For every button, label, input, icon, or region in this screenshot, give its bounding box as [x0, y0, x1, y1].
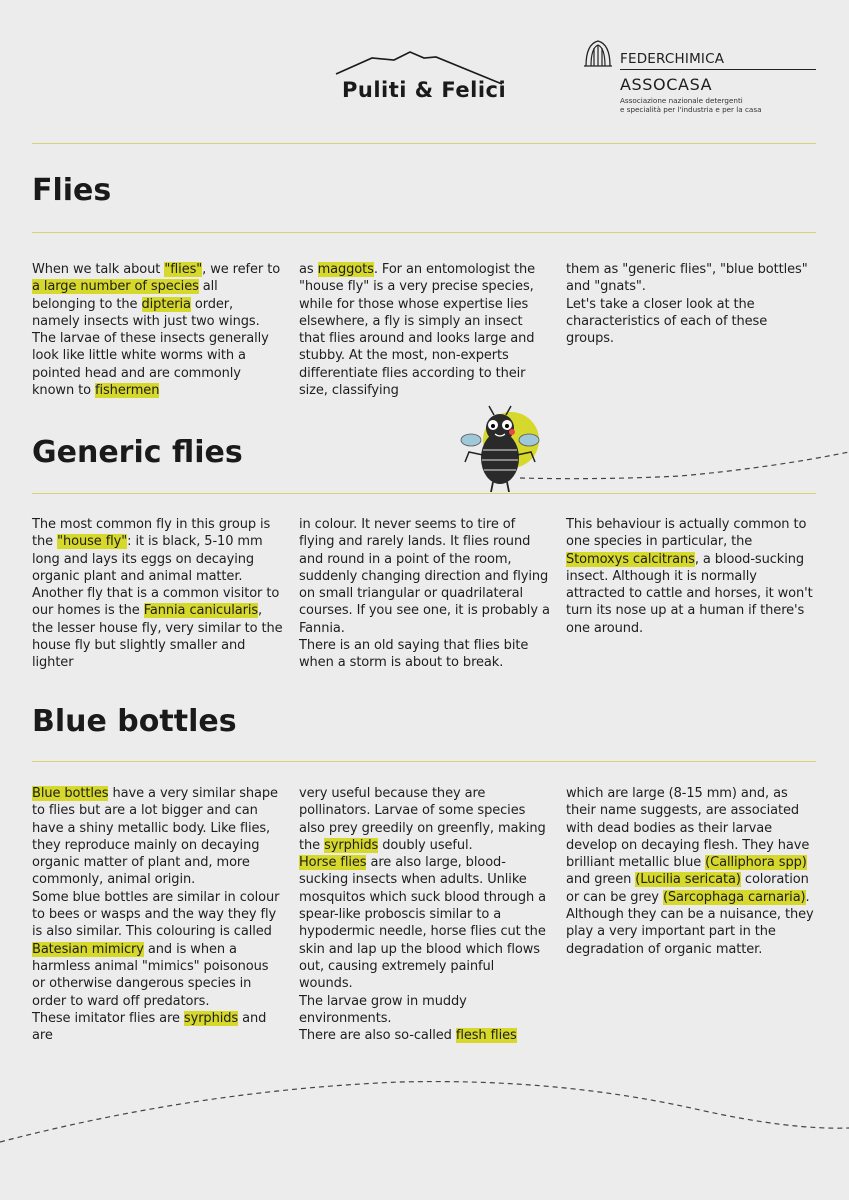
decorative-dashed-curve	[0, 1070, 849, 1150]
text-segment: The most common fly in this group is the	[32, 517, 271, 550]
brand-name: Puliti & Felici	[342, 78, 507, 102]
generic-col-2	[299, 516, 551, 672]
assocasa-subtitle: Associazione nazionale detergenti e specialità per l'industria e per la casa	[620, 96, 762, 114]
text-segment: very useful because they are pollinators. Larvae of some species also prey greedily on greenfly, making the	[299, 786, 546, 853]
text-segment: .	[805, 889, 810, 905]
text-segment: , a blood-sucking insect. Although it is normally attracted to cattle and horses, it won't turn its nose up at a human if there's one around.	[566, 551, 813, 636]
text-segment: , we refer to	[202, 262, 281, 277]
highlighted-term: Batesian mimicry	[32, 941, 144, 957]
highlighted-term: fishermen	[95, 383, 160, 399]
divider	[32, 493, 816, 494]
text-segment: Some blue bottles are similar in colour to bees or wasps and the way they fly is also similar. This colouring is called	[32, 889, 280, 940]
text-segment: and green	[566, 872, 636, 888]
highlighted-term: Fannia canicularis	[143, 603, 259, 619]
divider	[32, 761, 816, 762]
federchimica-seal-icon	[582, 38, 614, 68]
text-segment: When we talk about	[32, 262, 165, 277]
text-segment: . For an entomologist the "house fly" is a very precise species, while for those whose expertise lies elsewhere, a fly is simply an insect that flies around and looks large and stubby. At the most, non-experts differentiate flies according to their size, classifying	[299, 262, 536, 399]
highlighted-term: (Lucilia sericata)	[635, 872, 741, 888]
highlighted-term: (Calliphora spp)	[705, 855, 807, 871]
text-segment: which are large (8-15 mm) and, as their name suggests, are associated with dead bodies as their larvae develop on decaying flesh. They have brilliant metallic blue	[566, 786, 810, 871]
text-segment: Although they can be a nuisance, they play a very important part in the degradation of organic matter.	[566, 907, 814, 957]
text-segment: There is an old saying that flies bite when a storm is about to break.	[299, 638, 529, 671]
text-segment: Another fly that is a common visitor to our homes is the	[32, 586, 280, 619]
text-segment: have a very similar shape to flies but are a lot bigger and can have a shiny metallic body. Like flies, they reproduce mainly on decaying organic matter of plant and, more commonly, animal origin.	[32, 786, 278, 888]
text-segment: , the lesser house fly, very similar to the house fly but slightly smaller and lighter	[32, 603, 283, 671]
text-segment: There are also so-called	[299, 1028, 456, 1044]
bluebottles-col-3	[566, 785, 818, 958]
section-title-flies: Flies	[32, 173, 112, 208]
section-title-generic-flies: Generic flies	[32, 435, 243, 470]
text-segment: and are	[32, 1010, 267, 1044]
flies-col-1	[32, 261, 284, 399]
flies-col-2	[299, 261, 551, 399]
highlighted-term: dipteria	[141, 296, 191, 312]
generic-col-3	[566, 516, 818, 637]
highlighted-term: "flies"	[164, 262, 203, 277]
text-segment: doubly useful.	[378, 837, 473, 853]
highlighted-term: Blue bottles	[32, 786, 109, 801]
fly-flight-path	[520, 440, 849, 490]
text-segment: The larvae grow in muddy environments.	[299, 993, 467, 1026]
text-segment: them as "generic flies", "blue bottles" and "gnats".	[566, 262, 808, 295]
flies-col-3	[566, 261, 818, 347]
text-segment: as	[299, 262, 318, 277]
section-title-blue-bottles: Blue bottles	[32, 704, 237, 739]
highlighted-term: Stomoxys calcitrans	[566, 551, 695, 567]
highlighted-term: syrphids	[183, 1010, 239, 1026]
text-segment: Let's take a closer look at the characteristics of each of these groups.	[566, 296, 768, 347]
text-segment: and is when a harmless animal "mimics" poisonous or otherwise dangerous species in order to ward off predators.	[32, 941, 269, 1009]
bluebottles-col-1	[32, 785, 284, 1044]
federchimica-name: FEDERCHIMICA	[620, 51, 725, 67]
highlighted-term: maggots	[317, 262, 374, 277]
highlighted-term: "house fly"	[57, 534, 128, 550]
generic-col-1	[32, 516, 284, 672]
assocasa-name: ASSOCASA	[620, 75, 713, 94]
highlighted-term: syrphids	[324, 837, 379, 853]
text-segment: are also large, blood-sucking insects when adults. Unlike mosquitos which suck blood through a spear-like proboscis similar to a hypodermic needle, horse flies cut the skin and lap up the blood which flows out, causing extremely painful wounds.	[299, 855, 547, 992]
divider	[32, 143, 816, 144]
highlighted-term: a large number of species	[32, 279, 199, 295]
text-segment: These imitator flies are	[32, 1010, 184, 1026]
text-segment: all belonging to the	[32, 279, 218, 312]
bluebottles-col-2	[299, 785, 551, 1044]
highlighted-term: (Sarcophaga carnaria)	[662, 889, 806, 905]
highlighted-term: flesh flies	[455, 1028, 517, 1044]
text-segment: : it is black, 5-10 mm long and lays its eggs on decaying organic plant and animal matter.	[32, 534, 263, 584]
text-segment: This behaviour is actually common to one species in particular, the	[566, 517, 807, 550]
header-divider	[620, 69, 816, 70]
text-segment: coloration or can be grey	[566, 872, 809, 905]
text-segment: in colour. It never seems to tire of flying and rarely lands. It flies round and round in a point of the room, suddenly changing direction and flying on small triangular or quadrilateral courses. If you see one, it is probably a Fannia.	[299, 517, 550, 636]
text-segment: order, namely insects with just two wings. The larvae of these insects generally look like little white worms with a pointed head and are commonly known to	[32, 296, 269, 399]
highlighted-term: Horse flies	[299, 855, 367, 871]
divider	[32, 232, 816, 233]
